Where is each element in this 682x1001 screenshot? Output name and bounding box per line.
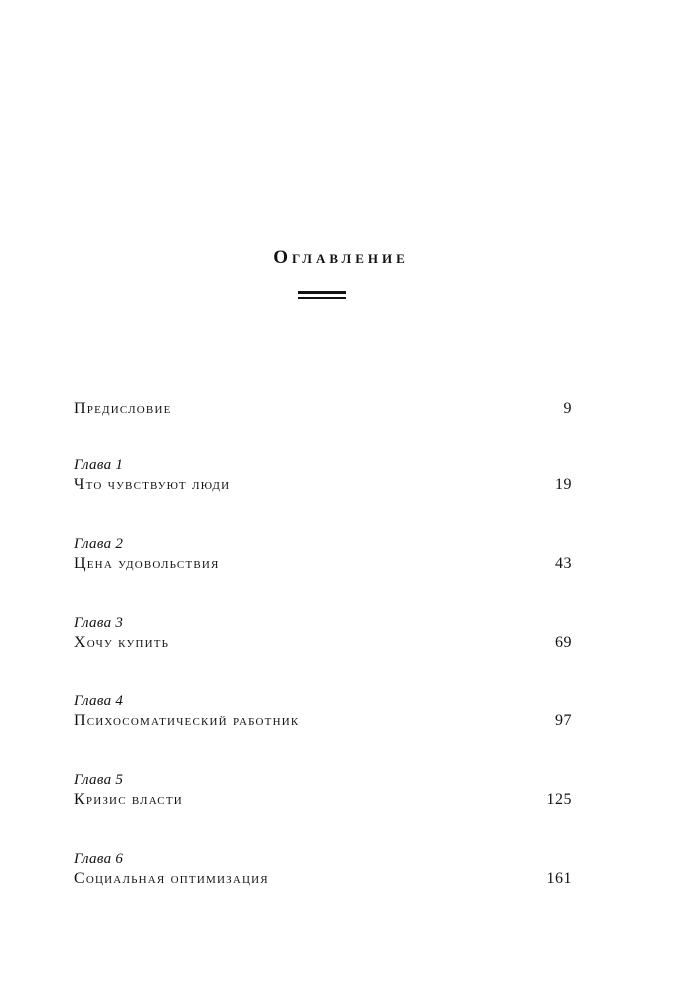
toc-entry-chapter-3[interactable]	[74, 614, 572, 654]
toc-entry-chapter-1[interactable]	[74, 456, 572, 496]
toc-entry-title: Что чувствуют люди	[74, 476, 231, 493]
toc-entry-chapter-4[interactable]	[74, 692, 572, 732]
toc-entry-line	[74, 398, 572, 420]
toc-entry-page: 19	[555, 476, 572, 493]
toc-entry-page: 161	[546, 870, 572, 887]
toc-entry-title: Цена удовольствия	[74, 555, 220, 572]
toc-entry-line	[74, 789, 572, 811]
toc-entry-page: 125	[546, 791, 572, 808]
heading-rule-thick	[298, 291, 346, 294]
toc-entry-title: Социальная оптимизация	[74, 870, 269, 887]
toc-entry-chapter-2[interactable]	[74, 535, 572, 575]
chapter-label: Глава 2	[74, 536, 124, 552]
toc-entry-title: Предисловие	[74, 400, 172, 417]
heading-rule-thin	[298, 297, 346, 299]
toc-entry-line	[74, 710, 572, 732]
toc-entry-title: Психосоматический работник	[74, 712, 300, 729]
toc-entry-page: 69	[555, 634, 572, 651]
toc-entry-title: Хочу купить	[74, 634, 170, 651]
toc-entry-line	[74, 553, 572, 575]
chapter-label: Глава 5	[74, 772, 124, 788]
toc-entry-preface[interactable]	[74, 398, 572, 420]
chapter-label: Глава 1	[74, 457, 124, 473]
toc-entry-page: 43	[555, 555, 572, 572]
chapter-label: Глава 3	[74, 615, 124, 631]
chapter-label: Глава 4	[74, 693, 124, 709]
toc-entry-chapter-5[interactable]	[74, 771, 572, 811]
toc-entry-page: 9	[563, 400, 572, 417]
toc-entry-line	[74, 632, 572, 654]
toc-entry-line	[74, 868, 572, 890]
chapter-label: Глава 6	[74, 851, 124, 867]
toc-entry-title: Кризис власти	[74, 791, 183, 808]
toc-entry-chapter-6[interactable]	[74, 850, 572, 890]
toc-heading: Оглавление	[273, 247, 409, 268]
toc-entry-page: 97	[555, 712, 572, 729]
toc-entry-line	[74, 474, 572, 496]
